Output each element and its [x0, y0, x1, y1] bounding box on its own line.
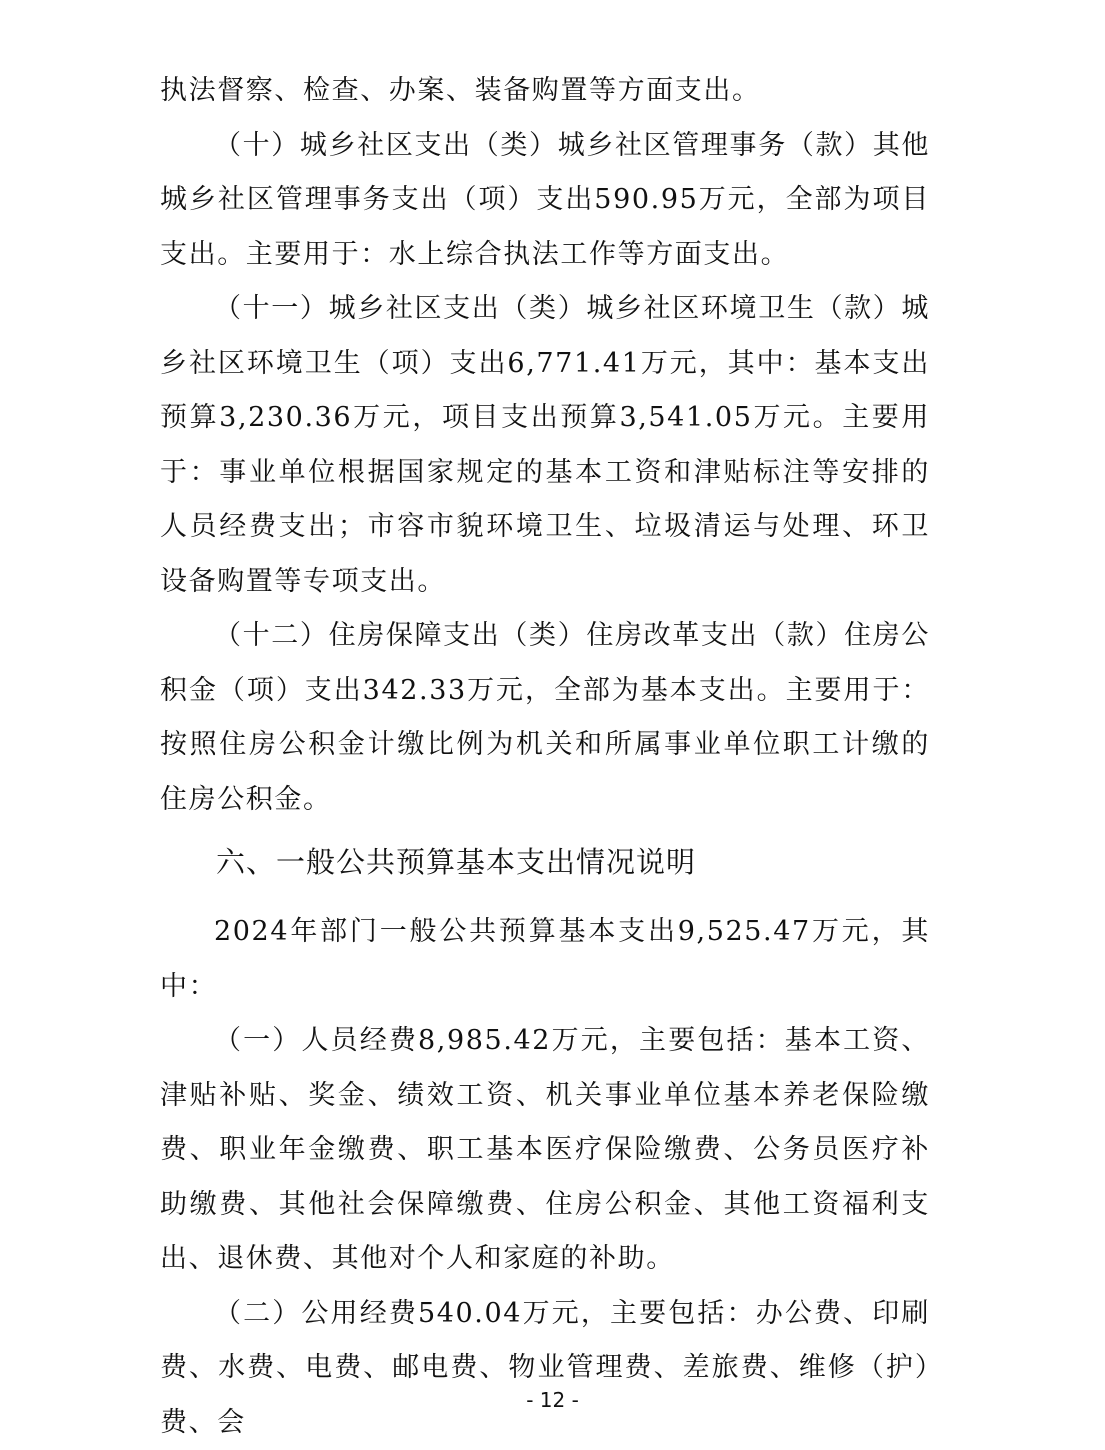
paragraph-public-expenses: （二）公用经费540.04万元，主要包括：办公费、印刷费、水费、电费、邮电费、物业管理费、差旅费、维修（护）费、会 — [160, 1287, 930, 1450]
paragraph-item-12: （十二）住房保障支出（类）住房改革支出（款）住房公积金（项）支出342.33万元，全部为基本支出。主要用于：按照住房公积金计缴比例为机关和所属事业单位职工计缴的住房公积金。 — [160, 609, 930, 827]
section-heading: 六、一般公共预算基本支出情况说明 — [160, 827, 930, 899]
page-body — [160, 64, 930, 1450]
paragraph-personnel-expenses: （一）人员经费8,985.42万元，主要包括：基本工资、津贴补贴、奖金、绩效工资、机关事业单位基本养老保险缴费、职业年金缴费、职工基本医疗保险缴费、公务员医疗补助缴费、其他社会保障缴费、住房公积金、其他工资福利支出、退休费、其他对个人和家庭的补助。 — [160, 1014, 930, 1287]
paragraph-continuation: 执法督察、检查、办案、装备购置等方面支出。 — [160, 64, 930, 119]
paragraph-summary: 2024年部门一般公共预算基本支出9,525.47万元，其中： — [160, 905, 930, 1014]
paragraph-item-11: （十一）城乡社区支出（类）城乡社区环境卫生（款）城乡社区环境卫生（项）支出6,771.41万元，其中：基本支出预算3,230.36万元，项目支出预算3,541.05万元。主要用于：事业单位根据国家规定的基本工资和津贴标注等安排的人员经费支出；市容市貌环境卫生、垃圾清运与处理、环卫设备购置等专项支出。 — [160, 282, 930, 609]
page-number: - 12 - — [0, 1388, 1105, 1412]
paragraph-item-10: （十）城乡社区支出（类）城乡社区管理事务（款）其他城乡社区管理事务支出（项）支出590.95万元，全部为项目支出。主要用于：水上综合执法工作等方面支出。 — [160, 119, 930, 283]
